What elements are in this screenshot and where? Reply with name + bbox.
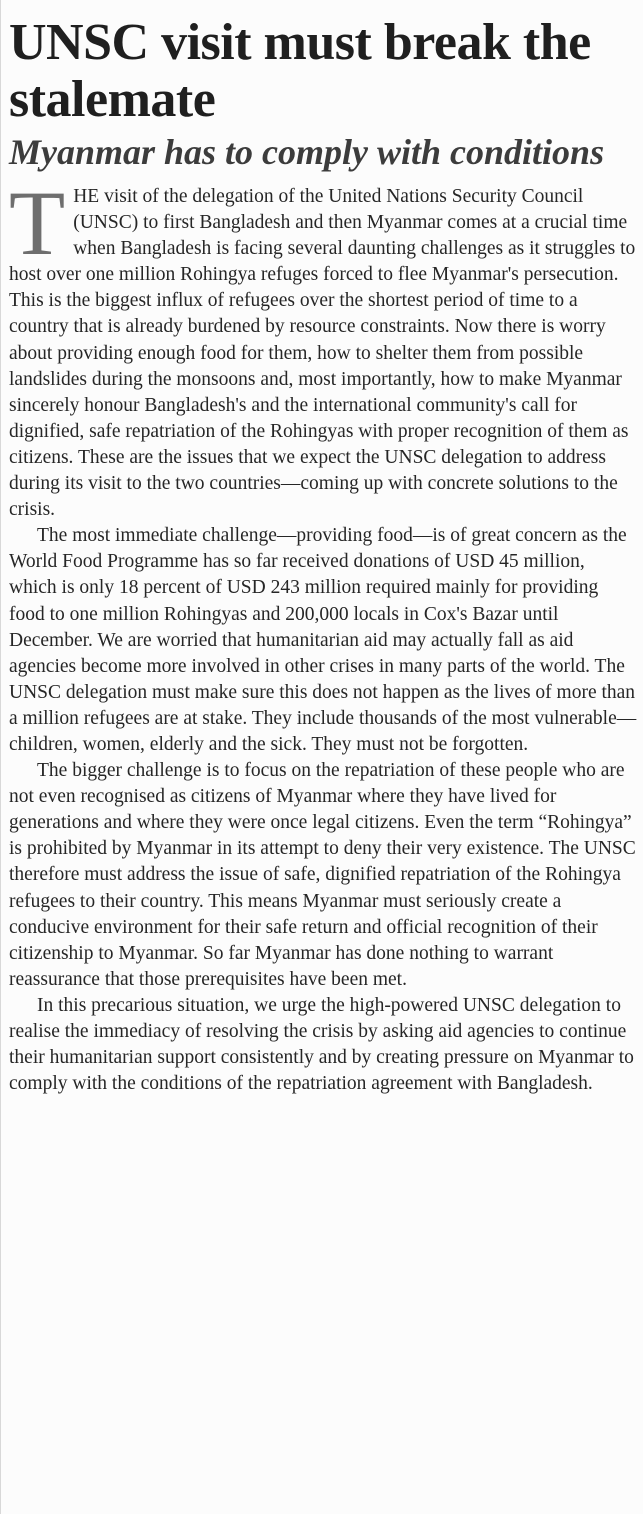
subheadline: Myanmar has to comply with conditions (9, 132, 605, 172)
paragraph-2: The most immediate challenge—providing food—is of great concern as the World Food Programme has so far received donations of USD 45 million, which is only 18 percent of USD 243 million required mainly for providing food to one million Rohingyas and 200,000 locals in Cox's Bazar until December. We are worried that humanitarian aid may actually fall as aid agencies become more involved in other crises in many parts of the world. The UNSC delegation must make sure this does not happen as the lives of more than a million refugees are at stake. They include thousands of the most vulnerable—children, women, elderly and the sick. They must not be forgotten. (9, 525, 637, 755)
headline: UNSC visit must break the stalemate (9, 14, 591, 128)
paragraph-4: In this precarious situation, we urge the high-powered UNSC delegation to realise the immediacy of resolving the crisis by asking aid agencies to continue their humanitarian support consistently and by creating pressure on Myanmar to comply with the conditions of the repatriation agreement with Bangladesh. (9, 994, 634, 1095)
drop-cap: T (9, 172, 66, 274)
paragraph-1-text: HE visit of the delegation of the United Nations Security Council (UNSC) to first Bangladesh and then Myanmar comes at a crucial time when Bangladesh is facing several daunting challenges as it struggles to host over one million Rohingya refuges forced to flee Myanmar's persecution. This is the biggest influx of refugees over the shortest period of time to a country that is already burdened by resource constraints. Now there is worry about providing enough food for them, how to shelter them from possible landslides during the monsoons and, most importantly, how to make Myanmar sincerely honour Bangladesh's and the international community's call for dignified, safe repatriation of the Rohingyas with proper recognition of them as citizens. These are the issues that we expect the UNSC delegation to address during its visit to the two countries—coming up with concrete solutions to the crisis. (9, 186, 636, 521)
article-body (9, 172, 637, 1097)
editorial-article (9, 14, 637, 1097)
paragraph-3: The bigger challenge is to focus on the repatriation of these people who are not even recognised as citizens of Myanmar where they have lived for generations and where they were once legal citizens. Even the term “Rohingya” is prohibited by Myanmar in its attempt to deny their very existence. The UNSC therefore must address the issue of safe, dignified repatriation of the Rohingya refugees to their country. This means Myanmar must seriously create a conducive environment for their safe return and official recognition of their citizenship to Myanmar. So far Myanmar has done nothing to warrant reassurance that those prerequisites have been met. (9, 760, 636, 990)
paragraph-1 (9, 172, 637, 523)
